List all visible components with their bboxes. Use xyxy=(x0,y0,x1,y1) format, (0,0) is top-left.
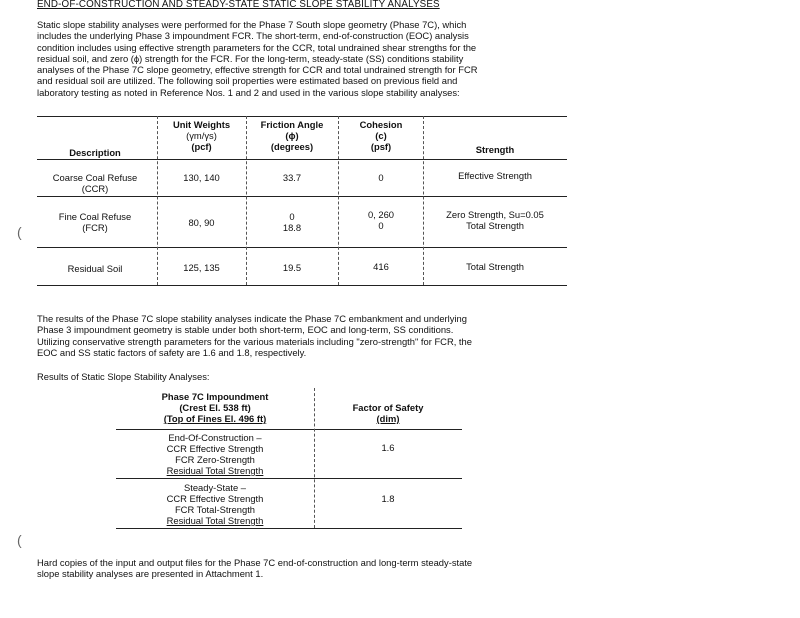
cell-line: 33.7 xyxy=(282,172,302,183)
table-rule xyxy=(37,196,567,197)
col-header-unit-weights xyxy=(160,119,243,152)
case-line: CCR Effective Strength xyxy=(166,493,264,504)
table-divider xyxy=(314,388,315,528)
fos-header-impoundment xyxy=(120,391,310,424)
table-cell-strength xyxy=(425,209,565,231)
cell-line: 416 xyxy=(373,261,389,272)
results-line: Phase 3 impoundment geometry is stable under both short-term, EOC and long-term, SS conditions. xyxy=(37,324,454,336)
table-cell-description xyxy=(40,211,150,233)
header-line: Factor of Safety xyxy=(352,402,424,413)
table-cell-unit-weights: 130, 140 xyxy=(183,172,220,183)
table-cell-description xyxy=(40,172,150,194)
fos-value-ss: 1.8 xyxy=(381,493,395,504)
header-line: (Crest El. 538 ft) xyxy=(179,402,251,413)
header-line: (ϕ) xyxy=(285,130,299,141)
cell-line: 19.5 xyxy=(282,262,302,273)
cell-line: Total Strength xyxy=(466,220,524,231)
cell-line: 0 xyxy=(378,172,384,183)
cell-line: Zero Strength, Su=0.05 xyxy=(446,209,544,220)
col-header-strength: Strength xyxy=(475,144,515,155)
cell-line: (FCR) xyxy=(82,222,108,233)
intro-line: Static slope stability analyses were performed for the Phase 7 South slope geometry (Phase 7C), which xyxy=(37,19,467,30)
cell-line: 0, 260 xyxy=(367,209,395,220)
intro-line: includes the underlying Phase 3 impoundment FCR. The short-term, end-of-construction (EOC) analysis xyxy=(37,30,469,42)
table-cell-friction-angle xyxy=(248,262,336,273)
results-paragraph xyxy=(37,313,472,358)
cell-line: Fine Coal Refuse xyxy=(58,211,132,222)
header-line: Friction Angle xyxy=(260,119,324,130)
cell-line: Residual Soil xyxy=(67,263,123,274)
table-rule xyxy=(37,159,567,160)
table-cell-cohesion xyxy=(340,172,422,183)
table-divider xyxy=(157,116,158,285)
results-line: EOC and SS static factors of safety are 1.6 and 1.8, respectively. xyxy=(37,346,307,358)
header-line: (Top of Fines El. 496 ft) xyxy=(163,413,267,424)
header-line: (dim) xyxy=(376,413,400,424)
case-line: Residual Total Strength xyxy=(166,515,264,526)
intro-line: laboratory testing as noted in Reference Nos. 1 and 2 and used in the various slope stability analyses: xyxy=(37,86,460,98)
case-line: Steady-State – xyxy=(183,482,247,493)
header-line: (c) xyxy=(375,130,387,141)
section-heading: END-OF-CONSTRUCTION AND STEADY-STATE STATIC SLOPE STABILITY ANALYSES xyxy=(37,0,440,10)
table-cell-strength xyxy=(425,170,565,181)
table-rule xyxy=(116,528,462,529)
case-line: End-Of-Construction – xyxy=(168,432,262,443)
table-cell-unit-weights: 125, 135 xyxy=(183,262,220,273)
fos-value-eoc: 1.6 xyxy=(381,442,395,453)
table-rule xyxy=(116,429,462,430)
results-line: Utilizing conservative strength parameters for the various materials including "zero-strength" for FCR, the xyxy=(37,335,472,347)
closing-line: slope stability analyses are presented in Attachment 1. xyxy=(37,568,264,580)
table-rule xyxy=(116,478,462,479)
cell-line: Coarse Coal Refuse xyxy=(52,172,138,183)
table-cell-unit-weights: 80, 90 xyxy=(188,217,215,228)
case-line: FCR Zero-Strength xyxy=(175,454,255,465)
table-divider xyxy=(338,116,339,285)
cell-line: Effective Strength xyxy=(458,170,532,181)
table-cell-cohesion xyxy=(340,209,422,231)
results-line: The results of the Phase 7C slope stability analyses indicate the Phase 7C embankment and underlying xyxy=(37,313,467,324)
col-header-cohesion xyxy=(340,119,422,152)
table-rule xyxy=(37,116,567,117)
header-line: (γm/γs) xyxy=(186,130,217,141)
col-header-friction-angle xyxy=(248,119,336,152)
fos-header-factor-of-safety xyxy=(318,402,458,424)
table-cell-strength xyxy=(425,261,565,272)
table-rule xyxy=(37,247,567,248)
header-line: (pcf) xyxy=(191,141,212,152)
cell-line: 0 xyxy=(289,211,295,222)
col-header-description: Description xyxy=(69,147,121,158)
cell-line: 0 xyxy=(378,220,384,231)
header-line: (degrees) xyxy=(270,141,314,152)
intro-line: and residual soil are utilized. The following soil properties were estimated based on previous field and xyxy=(37,75,458,87)
header-line: Cohesion xyxy=(359,119,403,130)
margin-mark: ( xyxy=(17,532,22,548)
intro-line: analyses of the Phase 7C slope geometry, effective strength for CCR and total undrained strength for FCR xyxy=(37,64,478,76)
header-line: (psf) xyxy=(370,141,392,152)
table-divider xyxy=(246,116,247,285)
intro-line: residual soil, and zero (ϕ) strength for the FCR. For the long-term, steady-state (SS) conditions stability xyxy=(37,52,464,64)
table-divider xyxy=(423,116,424,285)
table-rule xyxy=(37,285,567,286)
fos-case-ss xyxy=(120,482,310,526)
table-cell-description xyxy=(40,263,150,274)
closing-line: Hard copies of the input and output files for the Phase 7C end-of-construction and long-term steady-state xyxy=(37,557,473,568)
margin-mark: ( xyxy=(17,224,22,240)
case-line: FCR Total-Strength xyxy=(174,504,256,515)
table-cell-friction-angle xyxy=(248,172,336,183)
header-line: Phase 7C Impoundment xyxy=(161,391,269,402)
cell-line: Total Strength xyxy=(466,261,524,272)
fos-case-eoc xyxy=(120,432,310,476)
table-cell-cohesion xyxy=(340,261,422,272)
table-cell-friction-angle xyxy=(248,211,336,233)
closing-paragraph xyxy=(37,557,472,580)
results-label: Results of Static Slope Stability Analyses: xyxy=(37,371,210,382)
cell-line: 18.8 xyxy=(282,222,302,233)
cell-line: (CCR) xyxy=(81,183,109,194)
case-line: Residual Total Strength xyxy=(166,465,264,476)
intro-paragraph xyxy=(37,19,478,98)
intro-line: condition includes using effective strength parameters for the CCR, total undrained shear strengths for the xyxy=(37,41,477,53)
header-line: Unit Weights xyxy=(172,119,231,130)
case-line: CCR Effective Strength xyxy=(166,443,264,454)
